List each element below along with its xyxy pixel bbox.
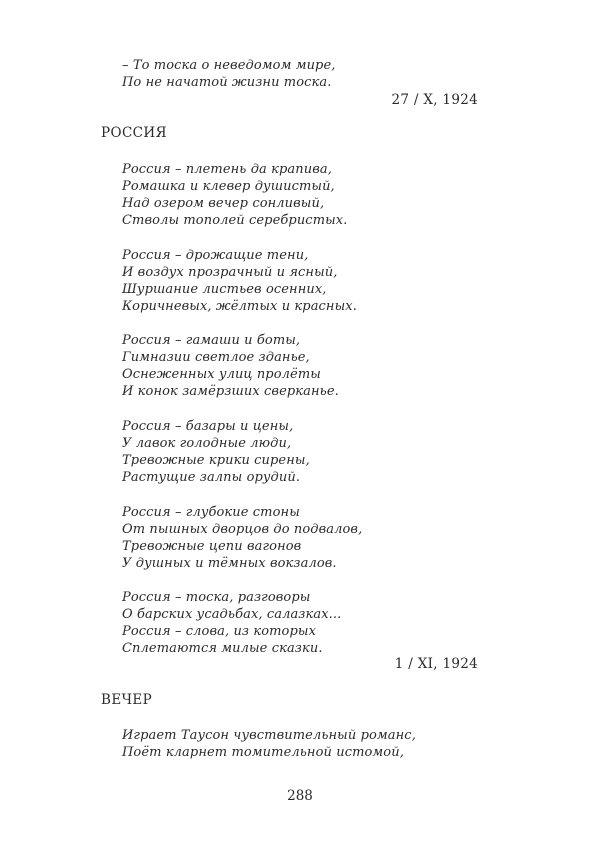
verse-line: По не начатой жизни тоска. bbox=[122, 75, 332, 91]
poem-title-evening: ВЕЧЕР bbox=[101, 692, 153, 708]
verse-line: Россия – слова, из которых bbox=[122, 624, 317, 640]
stanza-3 bbox=[122, 332, 339, 400]
previous-poem-date: 27 / X, 1924 bbox=[391, 92, 478, 108]
verse-line: Россия – плетень да крапива, bbox=[122, 162, 332, 177]
verse-line: Оснеженных улиц пролёты bbox=[122, 367, 321, 383]
verse-line: Ромашка и клевер душистый, bbox=[122, 179, 335, 195]
verse-line: Россия – гамаши и боты, bbox=[122, 333, 301, 348]
verse-line: Шуршание листьев осенних, bbox=[122, 282, 327, 298]
verse-line: И конок замёрзших сверканье. bbox=[122, 384, 339, 400]
verse-line: Над озером вечер сонливый, bbox=[122, 196, 325, 212]
verse-line: У душных и тёмных вокзалов. bbox=[122, 556, 337, 572]
verse-line: Россия – базары и цены, bbox=[122, 419, 294, 434]
verse-line: Гимназии светлое зданье, bbox=[122, 350, 310, 366]
verse-line: У лавок голодные люди, bbox=[122, 436, 292, 452]
poem-russia-date: 1 / XI, 1924 bbox=[394, 656, 478, 672]
verse-line: Россия – глубокие стоны bbox=[122, 505, 300, 520]
previous-poem-tail bbox=[122, 57, 336, 91]
page-number: 288 bbox=[287, 788, 313, 804]
stanza-6 bbox=[122, 589, 341, 657]
verse-line: Россия – тоска, разговоры bbox=[122, 590, 311, 605]
evening-stanza-1 bbox=[122, 727, 416, 761]
verse-line: Россия – дрожащие тени, bbox=[122, 248, 309, 263]
verse-line: Поёт кларнет томительной истомой, bbox=[122, 745, 404, 761]
verse-line: Тревожные крики сирены, bbox=[122, 453, 310, 469]
stanza-1 bbox=[122, 161, 347, 229]
verse-line: Стволы тополей серебристых. bbox=[122, 213, 348, 229]
verse-line: – То тоска о неведомом мире, bbox=[122, 58, 336, 73]
verse-line: Растущие залпы орудий. bbox=[122, 470, 301, 486]
stanza-2 bbox=[122, 247, 357, 315]
verse-line: Сплетаются милые сказки. bbox=[122, 641, 323, 657]
stanza-5 bbox=[122, 504, 362, 572]
stanza-4 bbox=[122, 418, 310, 486]
verse-line: Играет Таусон чувствительный романс, bbox=[122, 728, 416, 743]
verse-line: И воздух прозрачный и ясный, bbox=[122, 265, 338, 281]
verse-line: О барских усадьбах, салазках... bbox=[122, 607, 342, 623]
poem-title-russia: РОССИЯ bbox=[101, 125, 167, 141]
verse-line: От пышных дворцов до подвалов, bbox=[122, 522, 363, 538]
verse-line: Тревожные цепи вагонов bbox=[122, 539, 302, 555]
verse-line: Коричневых, жёлтых и красных. bbox=[122, 299, 357, 315]
